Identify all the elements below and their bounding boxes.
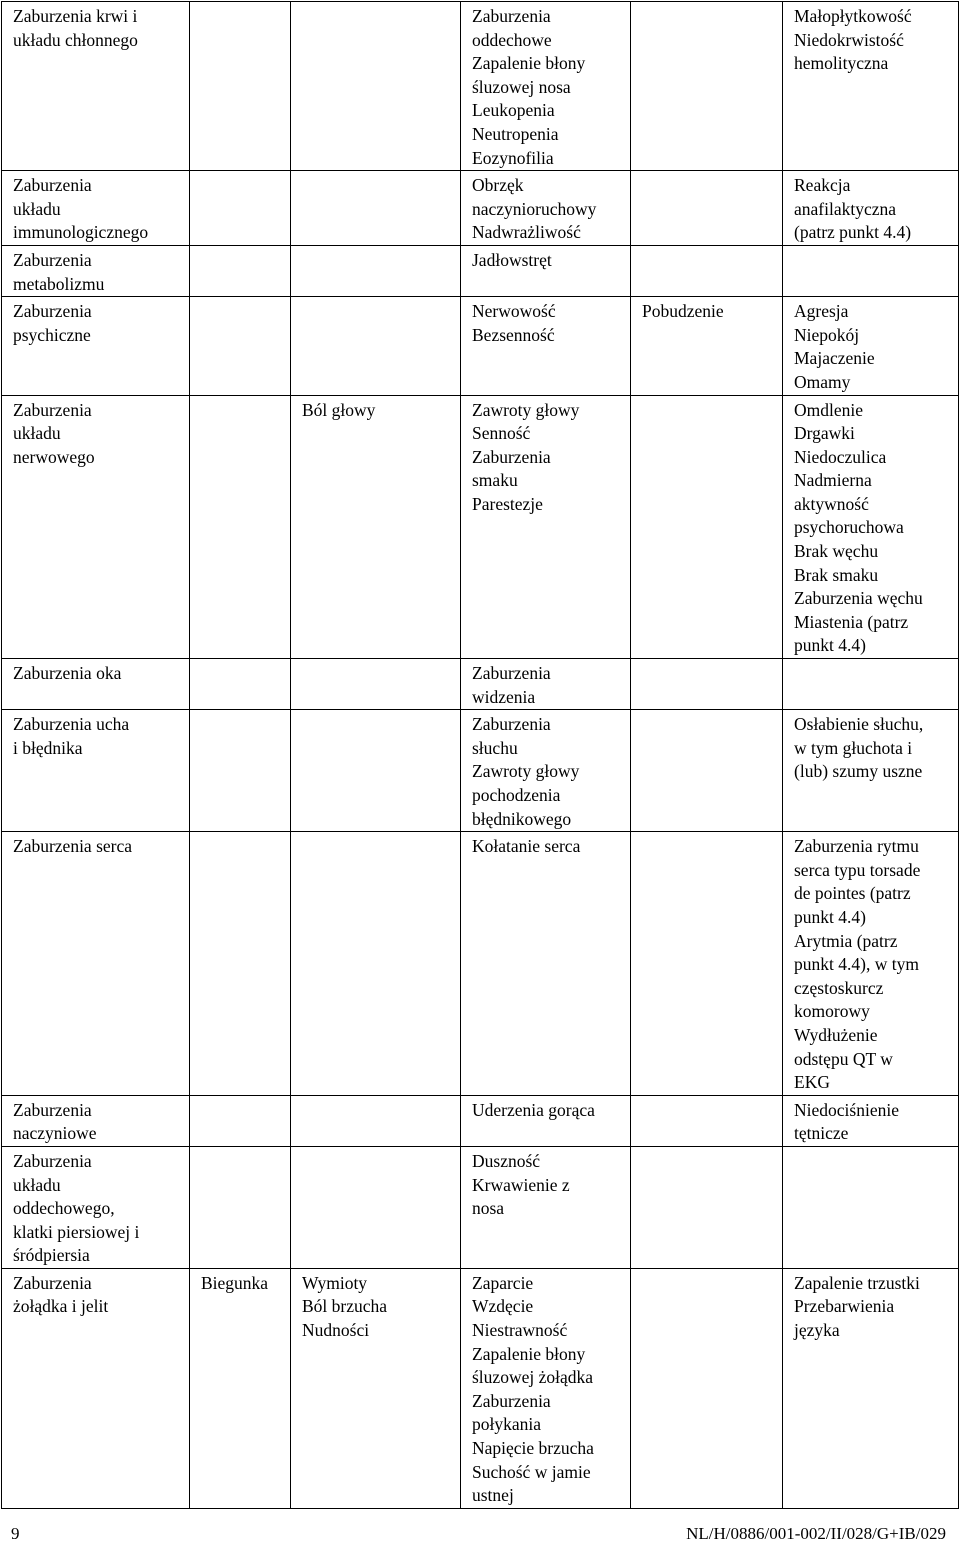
cell-line: psychiczne (13, 324, 91, 345)
frequency-col4-cell (461, 395, 631, 659)
frequency-col4-cell (461, 832, 631, 1096)
cell-line: Małopłytkowość (794, 6, 912, 26)
cell-line: Napięcie brzucha (472, 1438, 594, 1459)
frequency-col5-cell (631, 710, 783, 832)
cell-line: Zaburzenia (472, 663, 551, 684)
cell-line: Zaburzenia rytmu (794, 836, 919, 857)
cell-line: Przebarwienia (794, 1296, 895, 1317)
cell-line: psychoruchowa (794, 517, 904, 538)
cell-line: Wymioty (302, 1272, 368, 1293)
cell-line: punkt 4.4), w tym (794, 954, 919, 975)
frequency-col2-cell (190, 297, 291, 395)
frequency-col6-cell (783, 1146, 959, 1268)
organ-class-cell (2, 297, 190, 395)
frequency-col6-cell (783, 2, 959, 171)
cell-line: Suchość w jamie (472, 1461, 591, 1482)
table-row (2, 395, 959, 659)
cell-line: (lub) szumy uszne (794, 761, 923, 782)
cell-line: smaku (472, 470, 518, 491)
cell-line: częstoskurcz (794, 977, 884, 998)
frequency-col2-cell (190, 2, 291, 171)
frequency-col6-cell (783, 832, 959, 1096)
table-row (2, 171, 959, 246)
cell-line: Zaburzenia (13, 175, 92, 196)
cell-line: Zaburzenia węchu (794, 588, 923, 609)
frequency-col6-cell (783, 710, 959, 832)
organ-class-cell (2, 832, 190, 1096)
cell-line: Zawroty głowy (472, 761, 580, 782)
cell-line: Ból głowy (302, 399, 376, 420)
cell-line: Zaburzenia (472, 714, 551, 735)
cell-line: Biegunka (201, 1272, 269, 1293)
cell-line: immunologicznego (13, 222, 149, 243)
frequency-col3-cell (291, 1095, 461, 1146)
cell-line: Zaburzenia (13, 1272, 92, 1293)
frequency-col3-cell (291, 297, 461, 395)
cell-line: żołądka i jelit (13, 1296, 109, 1317)
cell-line: śródpiersia (13, 1245, 90, 1266)
table-row (2, 245, 959, 296)
frequency-col3-cell (291, 1146, 461, 1268)
cell-line: Zaparcie (472, 1272, 534, 1293)
cell-line: Brak węchu (794, 541, 879, 562)
frequency-col2-cell (190, 245, 291, 296)
cell-line: Osłabienie słuchu, (794, 714, 924, 735)
organ-class-cell (2, 1268, 190, 1508)
frequency-col4-cell (461, 659, 631, 710)
cell-line: Majaczenie (794, 348, 875, 369)
cell-line: Niedoczulica (794, 446, 887, 467)
cell-line: Bezsenność (472, 324, 555, 345)
cell-line: Niedokrwistość (794, 29, 904, 50)
cell-line: komorowy (794, 1001, 870, 1022)
frequency-col3-cell (291, 832, 461, 1096)
frequency-col2-cell (190, 832, 291, 1096)
cell-line: Senność (472, 423, 531, 444)
cell-line: śluzowej żołądka (472, 1367, 593, 1388)
cell-line: naczynioruchowy (472, 198, 597, 219)
cell-line: układu (13, 198, 61, 219)
cell-line: Zaburzenia ucha (13, 714, 130, 735)
cell-line: nosa (472, 1198, 505, 1219)
frequency-col2-cell (190, 659, 291, 710)
frequency-col6-cell (783, 171, 959, 246)
cell-line: Zaburzenia (13, 399, 92, 420)
cell-line: w tym głuchota i (794, 737, 913, 758)
frequency-col4-cell (461, 171, 631, 246)
cell-line: Zaburzenia (13, 249, 92, 270)
cell-line: oddechowe (472, 29, 552, 50)
cell-line: Zaburzenia (13, 1150, 92, 1171)
cell-line: Omamy (794, 371, 851, 392)
frequency-col4-cell (461, 1146, 631, 1268)
frequency-col3-cell (291, 171, 461, 246)
cell-line: połykania (472, 1414, 542, 1435)
frequency-col2-cell (190, 1095, 291, 1146)
cell-line: Brak smaku (794, 564, 879, 585)
cell-line: Wydłużenie (794, 1024, 878, 1045)
cell-line: Pobudzenie (642, 301, 724, 322)
table-row (2, 659, 959, 710)
frequency-col2-cell (190, 710, 291, 832)
frequency-col6-cell (783, 297, 959, 395)
cell-line: języka (794, 1320, 840, 1341)
frequency-col5-cell (631, 245, 783, 296)
cell-line: słuchu (472, 737, 518, 758)
cell-line: tętnicze (794, 1123, 849, 1144)
cell-line: Zaburzenia (472, 6, 551, 26)
frequency-col3-cell (291, 1268, 461, 1508)
cell-line: Zaburzenia (472, 446, 551, 467)
organ-class-cell (2, 395, 190, 659)
table-row (2, 832, 959, 1096)
cell-line: Reakcja (794, 175, 851, 196)
frequency-col5-cell (631, 1268, 783, 1508)
cell-line: Zapalenie błony (472, 1343, 586, 1364)
table-row (2, 297, 959, 395)
frequency-col5-cell (631, 297, 783, 395)
cell-line: Agresja (794, 301, 849, 322)
cell-line: Nudności (302, 1320, 370, 1341)
frequency-col3-cell (291, 659, 461, 710)
frequency-col3-cell (291, 395, 461, 659)
cell-line: Neutropenia (472, 123, 559, 144)
cell-line: Nadwrażliwość (472, 222, 581, 243)
cell-line: hemolityczna (794, 53, 889, 74)
cell-line: Arytmia (patrz (794, 930, 898, 951)
cell-line: Ból brzucha (302, 1296, 388, 1317)
frequency-col4-cell (461, 245, 631, 296)
frequency-col6-cell (783, 1268, 959, 1508)
cell-line: Duszność (472, 1150, 541, 1171)
cell-line: Krwawienie z (472, 1174, 570, 1195)
cell-line: (patrz punkt 4.4) (794, 222, 912, 243)
page-number: 9 (11, 1524, 20, 1543)
organ-class-cell (2, 1146, 190, 1268)
document-code: NL/H/0886/001-002/II/028/G+IB/029 (686, 1524, 946, 1543)
cell-line: Miastenia (patrz (794, 611, 909, 632)
frequency-col2-cell (190, 1146, 291, 1268)
frequency-col4-cell (461, 710, 631, 832)
cell-line: Parestezje (472, 493, 543, 514)
cell-line: Zaburzenia (472, 1390, 551, 1411)
cell-line: Drgawki (794, 423, 855, 444)
frequency-col2-cell (190, 171, 291, 246)
organ-class-cell (2, 2, 190, 171)
frequency-col4-cell (461, 1095, 631, 1146)
cell-line: pochodzenia (472, 785, 561, 805)
organ-class-cell (2, 245, 190, 296)
cell-line: aktywność (794, 493, 869, 514)
table-row (2, 1095, 959, 1146)
cell-line: Niestrawność (472, 1320, 568, 1341)
table-body (2, 2, 959, 1509)
cell-line: oddechowego, (13, 1198, 115, 1219)
cell-line: Niedociśnienie (794, 1099, 899, 1120)
table-row (2, 1146, 959, 1268)
cell-line: układu chłonnego (13, 29, 138, 50)
cell-line: EKG (794, 1072, 830, 1093)
cell-line: widzenia (472, 686, 536, 707)
cell-line: naczyniowe (13, 1123, 97, 1144)
cell-line: de pointes (patrz (794, 883, 911, 904)
cell-line: układu (13, 1174, 61, 1195)
cell-line: Niepokój (794, 324, 860, 345)
cell-line: Omdlenie (794, 399, 864, 420)
frequency-col5-cell (631, 2, 783, 171)
cell-line: klatki piersiowej i (13, 1221, 140, 1242)
adverse-reactions-table (1, 1, 959, 1509)
cell-line: Uderzenia gorąca (472, 1099, 595, 1120)
cell-line: Jadłowstręt (472, 249, 552, 270)
organ-class-cell (2, 659, 190, 710)
table-row (2, 710, 959, 832)
cell-line: układu (13, 423, 61, 444)
cell-line: anafilaktyczna (794, 198, 897, 219)
cell-line: Nadmierna (794, 470, 872, 491)
cell-line: Zapalenie trzustki (794, 1272, 920, 1293)
organ-class-cell (2, 171, 190, 246)
cell-line: Zaburzenia (13, 1099, 92, 1120)
frequency-col5-cell (631, 1146, 783, 1268)
table-row (2, 1268, 959, 1508)
frequency-col6-cell (783, 1095, 959, 1146)
frequency-col4-cell (461, 2, 631, 171)
cell-line: Nerwowość (472, 301, 556, 322)
cell-line: odstępu QT w (794, 1048, 893, 1069)
frequency-col4-cell (461, 297, 631, 395)
cell-line: Zaburzenia krwi i (13, 6, 138, 26)
frequency-col2-cell (190, 395, 291, 659)
cell-line: Leukopenia (472, 100, 555, 121)
cell-line: Zaburzenia serca (13, 836, 133, 857)
frequency-col3-cell (291, 2, 461, 171)
cell-line: i błędnika (13, 737, 83, 758)
frequency-col5-cell (631, 171, 783, 246)
cell-line: śluzowej nosa (472, 76, 571, 97)
cell-line: punkt 4.4) (794, 906, 866, 927)
cell-line: Zawroty głowy (472, 399, 580, 420)
cell-line: błędnikowego (472, 808, 572, 829)
frequency-col6-cell (783, 245, 959, 296)
cell-line: nerwowego (13, 446, 95, 467)
frequency-col5-cell (631, 659, 783, 710)
frequency-col6-cell (783, 659, 959, 710)
cell-line: Zaburzenia (13, 301, 92, 322)
frequency-col4-cell (461, 1268, 631, 1508)
frequency-col5-cell (631, 1095, 783, 1146)
table-row (2, 2, 959, 171)
cell-line: Wzdęcie (472, 1296, 534, 1317)
organ-class-cell (2, 1095, 190, 1146)
frequency-col5-cell (631, 832, 783, 1096)
cell-line: serca typu torsade (794, 859, 921, 880)
frequency-col2-cell (190, 1268, 291, 1508)
cell-line: punkt 4.4) (794, 635, 866, 656)
cell-line: Eozynofilia (472, 147, 554, 168)
cell-line: Zaburzenia oka (13, 663, 122, 684)
cell-line: Obrzęk (472, 175, 524, 196)
frequency-col5-cell (631, 395, 783, 659)
frequency-col3-cell (291, 245, 461, 296)
cell-line: Kołatanie serca (472, 836, 581, 857)
frequency-col6-cell (783, 395, 959, 659)
cell-line: ustnej (472, 1485, 514, 1506)
cell-line: Zapalenie błony (472, 53, 586, 74)
organ-class-cell (2, 710, 190, 832)
cell-line: metabolizmu (13, 273, 105, 294)
frequency-col3-cell (291, 710, 461, 832)
